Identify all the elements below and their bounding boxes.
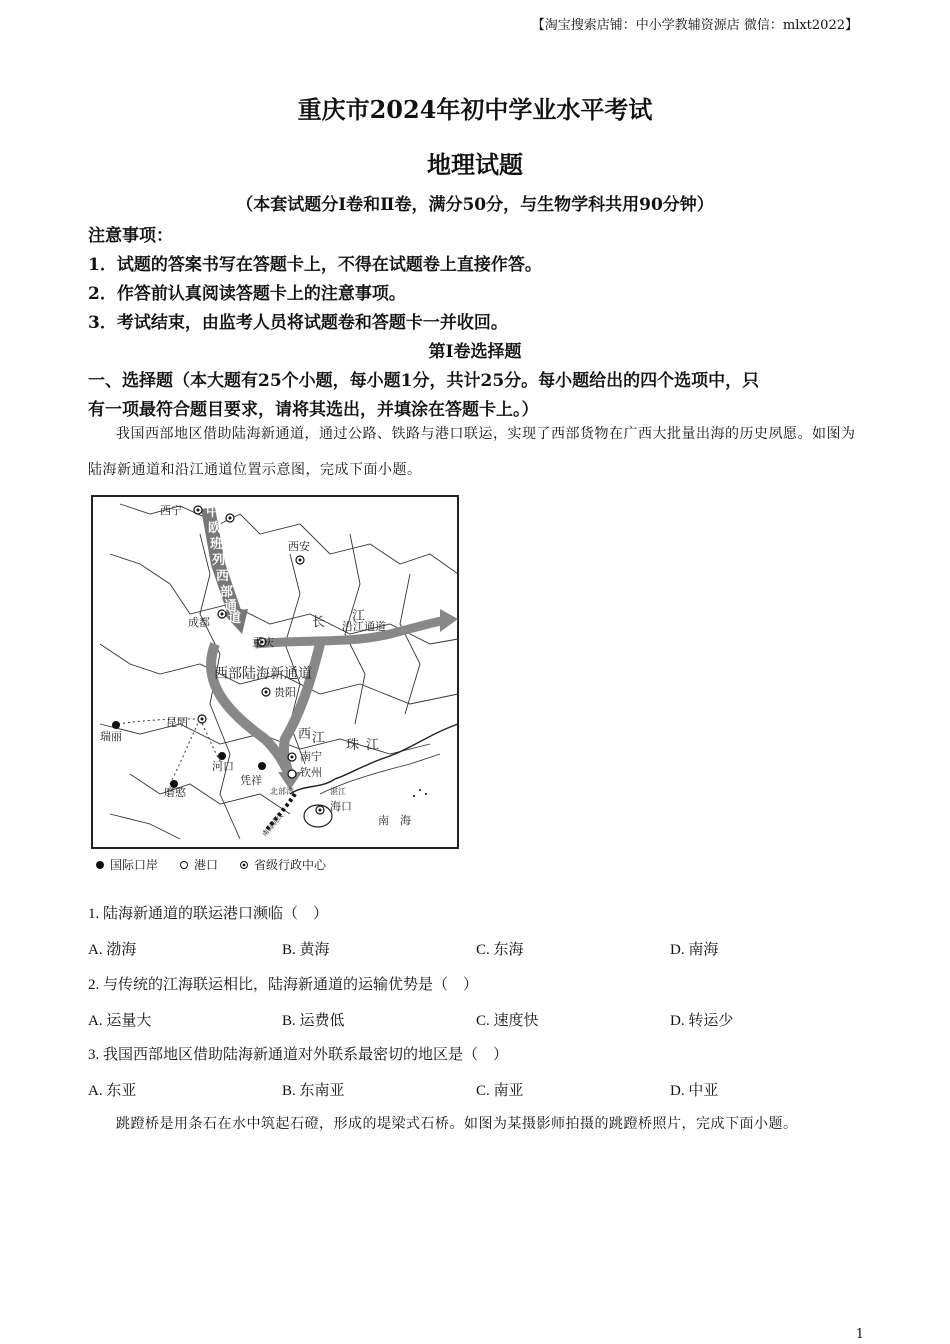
question-1-stem: 1. 陆海新通道的联运港口濒临（ ） (88, 906, 329, 922)
label-guiyang: 贵阳 (274, 686, 296, 699)
label-pingxiang: 凭祥 (240, 774, 262, 787)
label-xian: 西安 (288, 540, 310, 553)
label-ce-3: 班 (210, 537, 224, 552)
question-1-option-d: D. 南海 (670, 942, 719, 958)
label-ce-6: 部 (220, 585, 234, 600)
hekou-marker (218, 752, 226, 760)
page-number: 1 (855, 1327, 864, 1342)
question-2-option-c: C. 速度快 (476, 1013, 539, 1029)
legend-intl-port: 国际口岸 (110, 858, 159, 872)
intl-port-legend-icon (96, 861, 104, 869)
question-1-option-a: A. 渤海 (88, 942, 137, 958)
label-haikou: 海口 (330, 800, 352, 813)
label-new-channel: 西部陆海新通道 (214, 666, 312, 682)
map-figure (90, 494, 462, 852)
label-hekou: 河口 (212, 760, 234, 773)
capital-legend-icon (240, 861, 248, 869)
label-along-river: 沿江通道 (342, 620, 386, 633)
exam-subtitle: 地理试题 (427, 150, 523, 179)
label-xining: 西宁 (160, 504, 182, 517)
label-ce-1: 中 (206, 505, 220, 520)
label-qinzhou: 钦州 (300, 766, 322, 779)
question-1-option-c: C. 东海 (476, 942, 524, 958)
label-ruili: 瑞丽 (100, 730, 122, 743)
question-3-stem: 3. 我国西部地区借助陆海新通道对外联系最密切的地区是（ ） (88, 1047, 509, 1063)
legend-capital: 省级行政中心 (254, 858, 327, 872)
legend-port: 港口 (194, 858, 219, 872)
part-one-line-2: 有一项最符合题目要求，请将其选出，并填涂在答题卡上。） (88, 400, 539, 420)
label-south-sea: 南 海 (378, 814, 411, 827)
label-ce-8: 道 (228, 611, 242, 626)
label-south-sea-route: 南海航线 (260, 811, 285, 839)
notice-item-1: 1．试题的答案书写在答题卡上，不得在试题卷上直接作答。 (88, 255, 542, 275)
question-2-option-b: B. 运费低 (282, 1013, 345, 1029)
question-2-option-a: A. 运量大 (88, 1013, 152, 1029)
question-1-option-b: B. 黄海 (282, 942, 330, 958)
question-3-option-d: D. 中亚 (670, 1083, 719, 1099)
part-one-line-1: 一、选择题（本大题有25个小题，每小题1分，共计25分。每小题给出的四个选项中，只 (88, 371, 760, 391)
question-2-option-d: D. 转运少 (670, 1013, 734, 1029)
question-3-option-c: C. 南亚 (476, 1083, 524, 1099)
notice-heading: 注意事项： (88, 226, 173, 246)
label-ce-2: 欧 (208, 521, 222, 536)
label-kunming: 昆明 (166, 716, 188, 729)
qinzhou-marker (288, 770, 296, 778)
label-zhujiang-2: 江 (366, 738, 380, 753)
label-mohan: 磨憨 (164, 786, 186, 799)
map-legend (96, 856, 326, 873)
notice-item-2: 2．作答前认真阅读答题卡上的注意事项。 (88, 284, 406, 304)
label-ce-7: 通 (224, 599, 238, 614)
port-legend-icon (180, 861, 188, 869)
label-ce-4: 列 (212, 553, 226, 568)
label-chongqing: 重庆 (252, 636, 274, 649)
label-ce-5: 西 (216, 569, 230, 584)
label-chengdu: 成都 (188, 616, 210, 629)
section-title: 第Ⅰ卷选择题 (428, 342, 522, 362)
exam-title: 重庆市2024年初中学业水平考试 (297, 95, 653, 124)
intro-paragraph-2: 跳蹬桥是用条石在水中筑起石磴，形成的堤梁式石桥。如图为某摄影师拍摄的跳蹬桥照片，完成下面小题。 (116, 1116, 798, 1132)
label-xijiang-2: 江 (312, 731, 326, 746)
question-3-option-a: A. 东亚 (88, 1083, 137, 1099)
label-yangtze-1: 长 (312, 615, 326, 630)
question-2-stem: 2. 与传统的江海联运相比，陆海新通道的运输优势是（ ） (88, 977, 479, 993)
ruili-marker (112, 721, 120, 729)
label-nanning: 南宁 (300, 750, 322, 763)
label-xijiang-1: 西 (298, 727, 312, 742)
label-zhanjiang: 湛江 (330, 787, 346, 796)
header-note: 【淘宝搜索店铺：中小学教辅资源店 微信：mlxt2022】 (531, 18, 858, 33)
pingxiang-marker (258, 762, 266, 770)
question-3-option-b: B. 东南亚 (282, 1083, 345, 1099)
label-zhujiang-1: 珠 (346, 738, 360, 753)
notice-item-3: 3．考试结束，由监考人员将试题卷和答题卡一并收回。 (88, 313, 508, 333)
intro-paragraph-1: 我国西部地区借助陆海新通道，通过公路、铁路与港口联运，实现了西部货物在广西大批量出海的历史夙愿。如图为陆海新通道和沿江通道位置示意图，完成下面小题。 (88, 426, 856, 478)
label-yangtze-2: 江 (352, 609, 366, 624)
label-beibuwan: 北部湾 (270, 787, 294, 796)
exam-info: （本套试题分Ⅰ卷和Ⅱ卷，满分50分，与生物学科共用90分钟） (236, 195, 714, 215)
